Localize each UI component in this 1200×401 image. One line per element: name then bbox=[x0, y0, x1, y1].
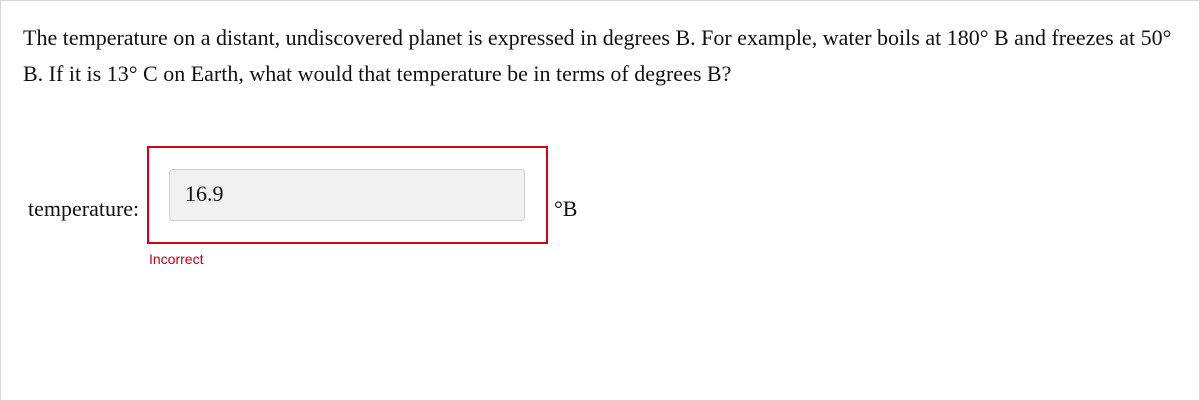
unit-label: °B bbox=[554, 196, 578, 221]
temperature-field-label: temperature: bbox=[28, 196, 140, 221]
answer-input-container bbox=[147, 146, 548, 244]
feedback-status: Incorrect bbox=[149, 251, 204, 267]
temperature-answer-input[interactable]: 16.9 bbox=[169, 169, 525, 221]
question-text: The temperature on a distant, undiscovered planet is expressed in degrees B. For example, water boils at 180° B and freezes at 50° B. If it is 13° C on Earth, what would that temperature be in terms of degrees B? bbox=[23, 25, 1172, 86]
